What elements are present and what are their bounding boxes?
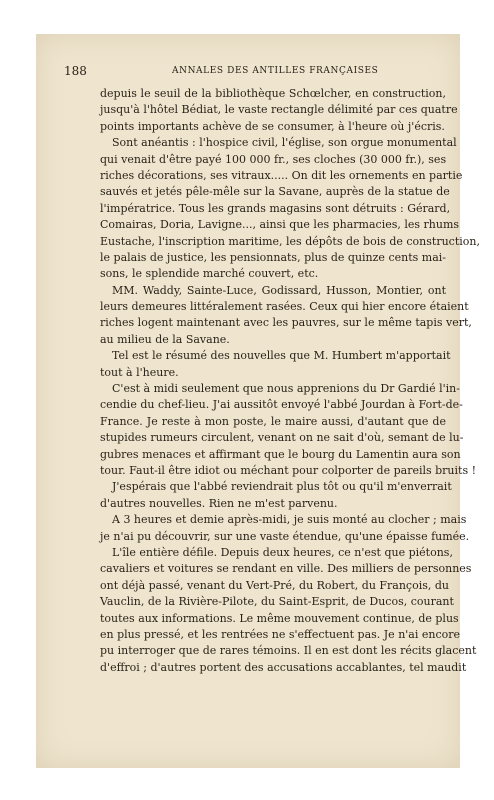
text-line: le palais de justice, les pensionnats, plus de quinze cents mai- <box>100 250 446 264</box>
text-line: d'autres nouvelles. Rien ne m'est parvenu. <box>100 496 338 510</box>
body-text <box>100 86 480 676</box>
text-line: sons, le splendide marché couvert, etc. <box>100 267 319 281</box>
page-header <box>64 64 446 80</box>
text-line: depuis le seuil de la bibliothèque Schœlcher, en construction, <box>100 87 446 100</box>
text-line: tour. Faut-il être idiot ou méchant pour colporter de pareils bruits ! <box>100 463 477 477</box>
text-line: riches décorations, ses vitraux..... On dit les ornements en partie <box>100 168 463 182</box>
text-line: sauvés et jetés pêle-mêle sur la Savane, auprès de la statue de <box>100 185 450 199</box>
text-line: riches logent maintenant avec les pauvres, sur le même tapis vert, <box>100 316 472 330</box>
text-line: l'impératrice. Tous les grands magasins sont détruits : Gérard, <box>100 201 451 215</box>
text-line: gubres menaces et affirmant que le bourg du Lamentin aura son <box>100 447 461 461</box>
text-line: points importants achève de se consumer, à l'heure où j'écris. <box>100 119 445 133</box>
text-line: cendie du chef-lieu. J'ai aussitôt envoyé l'abbé Jourdan à Fort-de- <box>100 398 463 412</box>
text-line: Comairas, Doria, Lavigne..., ainsi que les pharmacies, les rhums <box>100 218 460 232</box>
text-line: C'est à midi seulement que nous apprenions du Dr Gardié l'in- <box>112 382 460 396</box>
page-number: 188 <box>64 64 87 78</box>
text-line: Sont anéantis : l'hospice civil, l'église, son orgue monumental <box>112 136 457 150</box>
text-line: France. Je reste à mon poste, le maire aussi, d'autant que de <box>100 414 446 428</box>
text-line: en plus pressé, et les rentrées ne s'effectuent pas. Je n'ai encore <box>100 627 461 641</box>
text-line: stupides rumeurs circulent, venant on ne sait d'où, semant de lu- <box>100 431 464 445</box>
text-line: tout à l'heure. <box>100 365 179 379</box>
text-line: Tel est le résumé des nouvelles que M. Humbert m'apportait <box>112 349 451 363</box>
text-line: jusqu'à l'hôtel Bédiat, le vaste rectangle délimité par ces quatre <box>100 103 458 117</box>
text-line: Vauclin, de la Rivière-Pilote, du Saint-Esprit, de Ducos, courant <box>100 595 454 609</box>
text-line: d'effroi ; d'autres portent des accusations accablantes, tel maudit <box>100 660 467 674</box>
text-line: A 3 heures et demie après-midi, je suis monté au clocher ; mais <box>112 513 467 527</box>
text-line: pu interroger que de rares témoins. Il en est dont les récits glacent <box>100 644 477 658</box>
text-line: Eustache, l'inscription maritime, les dépôts de bois de construction, <box>100 234 480 248</box>
text-line: cavaliers et voitures se rendant en ville. Des milliers de personnes <box>100 562 472 576</box>
text-line: MM. Waddy, Sainte-Luce, Godissard, Husson, Montier, ont <box>112 283 446 297</box>
text-line: J'espérais que l'abbé reviendrait plus tôt ou qu'il m'enverrait <box>112 480 452 494</box>
text-line: ont déjà passé, venant du Vert-Pré, du Robert, du François, du <box>100 578 449 592</box>
running-title: ANNALES DES ANTILLES FRANÇAISES <box>172 66 379 76</box>
text-line: je n'ai pu découvrir, sur une vaste étendue, qu'une épaisse fumée. <box>100 529 470 543</box>
text-line: qui venait d'être payé 100 000 fr., ses cloches (30 000 fr.), ses <box>100 152 447 166</box>
text-line: L'île entière défile. Depuis deux heures, ce n'est que piétons, <box>112 545 453 559</box>
text-line: au milieu de la Savane. <box>100 332 230 346</box>
text-line: toutes aux informations. Le même mouvement continue, de plus <box>100 611 459 625</box>
text-line: leurs demeures littéralement rasées. Ceux qui hier encore étaient <box>100 300 469 314</box>
